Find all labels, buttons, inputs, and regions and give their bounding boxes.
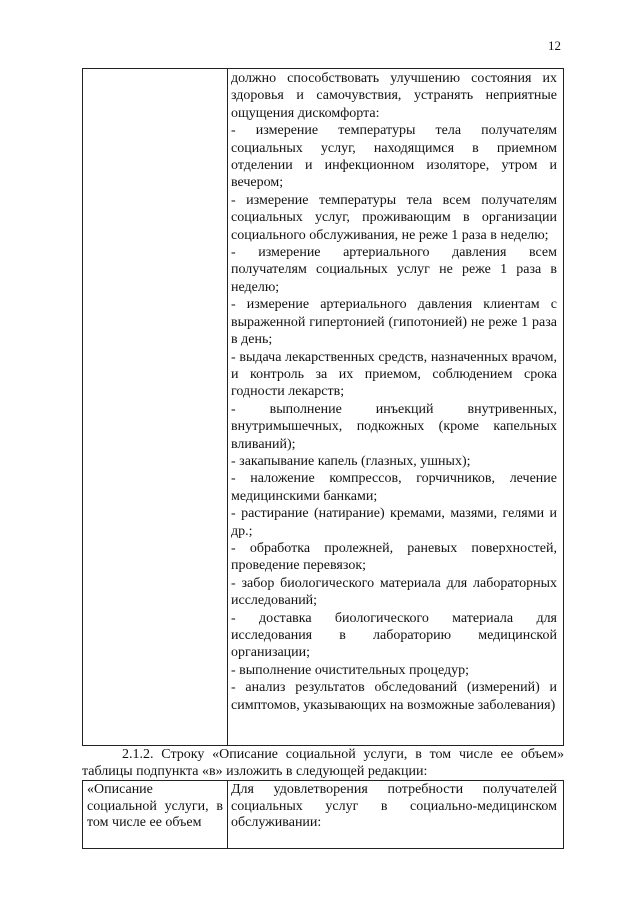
description-intro: должно способствовать улучшению состояния их здоровья и самочувствия, устранять неприятные ощущения дискомфорта: xyxy=(231,71,557,121)
list-item: - забор биологического материала для лабораторных исследований; xyxy=(231,575,557,609)
list-item: - измерение температуры тела всем получателям социальных услуг, проживающим в организации социального обслуживания, не реже 1 раза в неделю; xyxy=(231,192,557,243)
row-value-cell: Для удовлетворения потребности получателей социальных услуг в социально-медицинском обслуживании: xyxy=(231,782,557,830)
list-item: - закапывание капель (глазных, ушных); xyxy=(231,453,471,469)
column-divider xyxy=(227,69,228,745)
amendment-table xyxy=(82,780,564,849)
list-item: - доставка биологического материала для исследования в лабораторию медицинской организации; xyxy=(231,610,557,661)
list-item: - измерение температуры тела получателям социальных услуг, находящимся в приемном отделении и инфекционном изоляторе, утром и вечером; xyxy=(231,123,557,191)
page-number: 12 xyxy=(548,38,561,53)
service-description-cell xyxy=(231,70,557,714)
row-label-cell: «Описание социальной услуги, в том числе ее объем xyxy=(87,782,223,830)
list-item: - наложение компрессов, горчичников, лечение медицинскими банками; xyxy=(231,471,557,504)
list-item: - измерение артериального давления клиентам с выраженной гипертонией (гипотонией) не реже 1 раза в день; xyxy=(231,297,557,348)
list-item: - измерение артериального давления всем получателям социальных услуг не реже 1 раза в неделю; xyxy=(231,245,557,295)
list-item: - анализ результатов обследований (измерений) и симптомов, указывающих на возможные заболевания) xyxy=(231,680,557,713)
list-item: - выдача лекарственных средств, назначенных врачом, и контроль за их приемом, соблюдением срока годности лекарств; xyxy=(231,349,557,400)
list-item: - выполнение инъекций внутривенных, внутримышечных, подкожных (кроме капельных вливаний); xyxy=(231,401,557,452)
column-divider xyxy=(227,781,228,848)
amendment-paragraph xyxy=(82,746,564,780)
list-item: - растирание (натирание) кремами, мазями, гелями и др.; xyxy=(231,506,557,539)
services-table-continuation xyxy=(82,68,564,746)
list-item: - обработка пролежней, раневых поверхностей, проведение перевязок; xyxy=(231,540,557,574)
list-item: - выполнение очистительных процедур; xyxy=(231,662,469,678)
amendment-text: 2.1.2. Строку «Описание социальной услуги, в том числе ее объем» таблицы подпункта «в» изложить в следующей редакции: xyxy=(82,747,564,779)
